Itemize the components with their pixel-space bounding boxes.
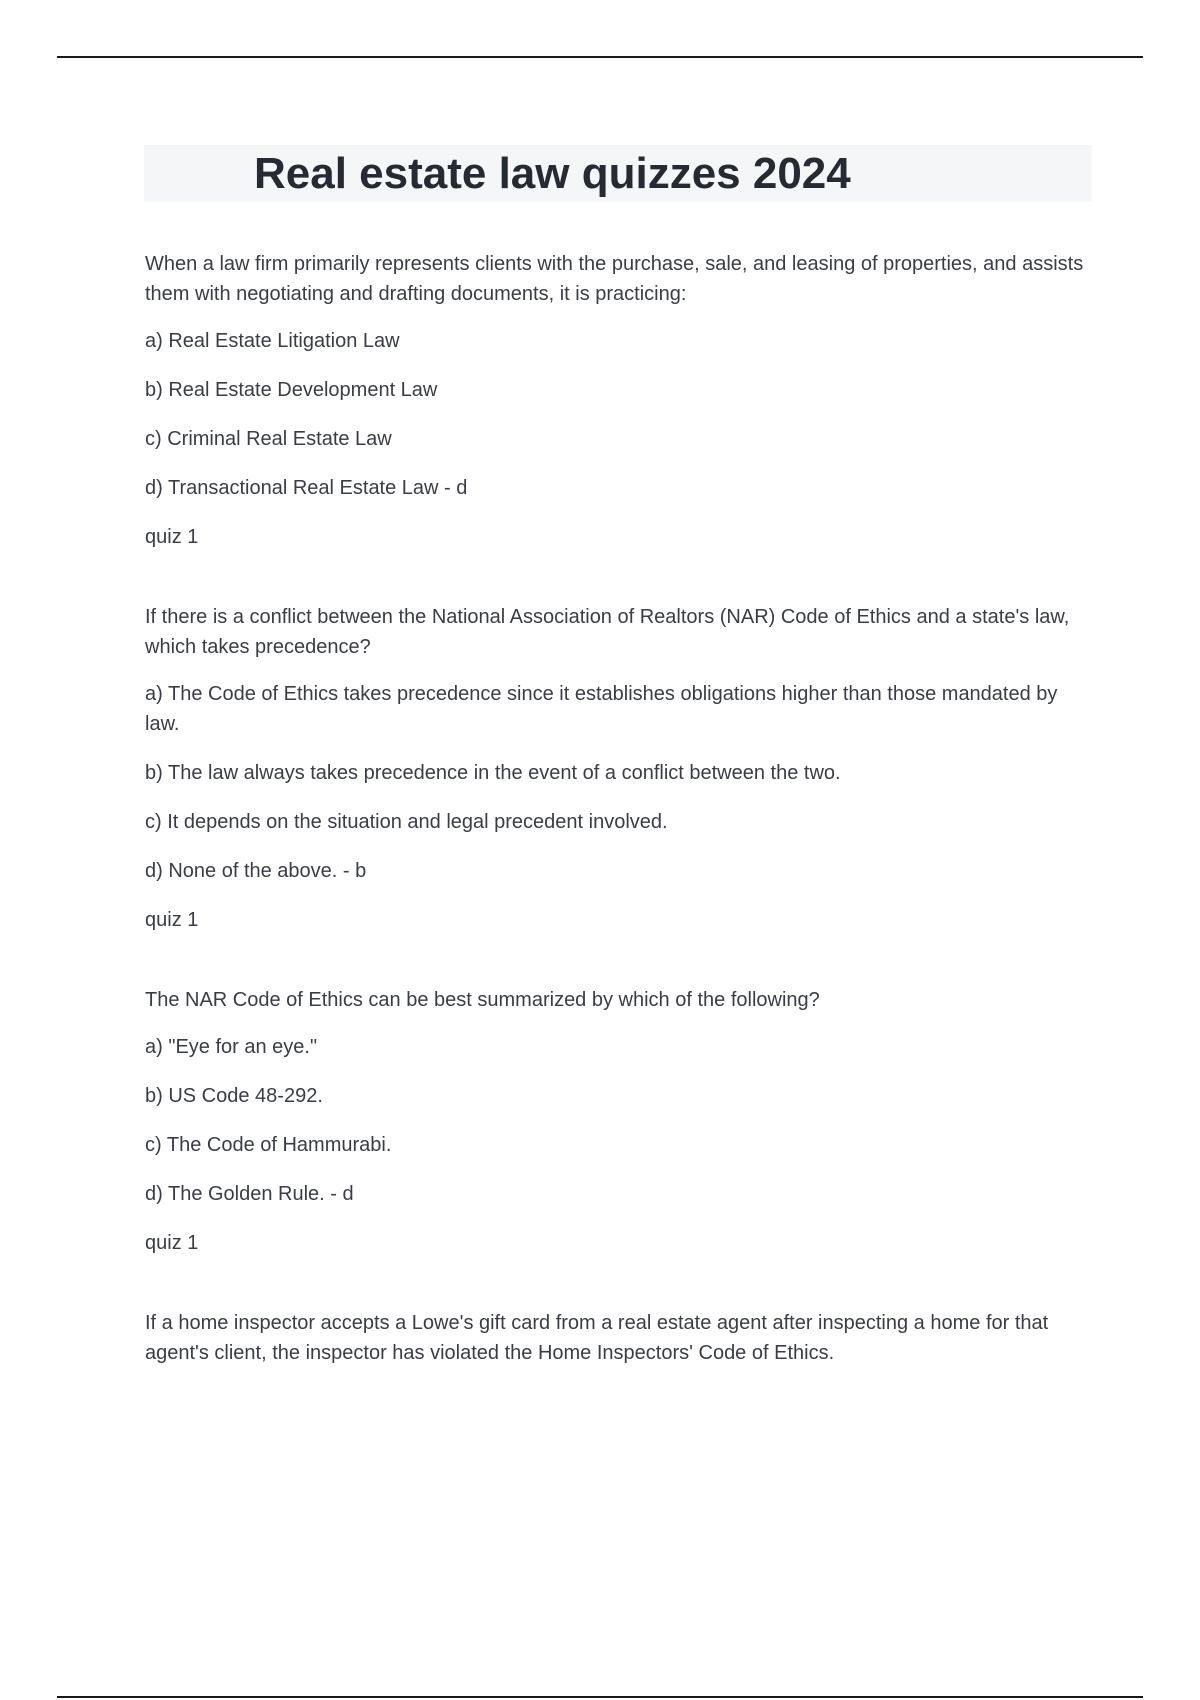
question-1 bbox=[145, 249, 1085, 552]
question-2 bbox=[145, 602, 1085, 935]
answer-option: b) US Code 48-292. bbox=[145, 1085, 323, 1107]
answer-option: a) The Code of Ethics takes precedence since it establishes obligations higher than those mandated by law. bbox=[145, 683, 1058, 735]
question-text: When a law firm primarily represents clients with the purchase, sale, and leasing of properties, and assists them with negotiating and drafting documents, it is practicing: bbox=[145, 253, 1084, 305]
page-title: Real estate law quizzes 2024 bbox=[254, 149, 851, 198]
answer-option: d) None of the above. - b bbox=[145, 860, 367, 882]
quiz-label: quiz 1 bbox=[145, 526, 199, 548]
answer-option: b) The law always takes precedence in the event of a conflict between the two. bbox=[145, 762, 841, 784]
quiz-label: quiz 1 bbox=[145, 1232, 199, 1254]
question-3 bbox=[145, 985, 1085, 1258]
answer-option: d) Transactional Real Estate Law - d bbox=[145, 477, 468, 499]
answer-option: b) Real Estate Development Law bbox=[145, 379, 438, 401]
question-4 bbox=[145, 1308, 1085, 1368]
top-rule bbox=[57, 56, 1143, 58]
answer-option: a) "Eye for an eye." bbox=[145, 1036, 318, 1058]
quiz-content bbox=[145, 249, 1085, 1416]
answer-option: c) The Code of Hammurabi. bbox=[145, 1134, 392, 1156]
question-text: If a home inspector accepts a Lowe's gift card from a real estate agent after inspecting a home for that agent's client, the inspector has violated the Home Inspectors' Code of Ethics. bbox=[145, 1312, 1049, 1364]
answer-option: c) Criminal Real Estate Law bbox=[145, 428, 392, 450]
answer-option: a) Real Estate Litigation Law bbox=[145, 330, 400, 352]
question-text: If there is a conflict between the National Association of Realtors (NAR) Code of Ethics and a state's law, which takes precedence? bbox=[145, 606, 1070, 658]
answer-option: c) It depends on the situation and legal precedent involved. bbox=[145, 811, 668, 833]
quiz-label: quiz 1 bbox=[145, 909, 199, 931]
question-text: The NAR Code of Ethics can be best summarized by which of the following? bbox=[145, 989, 820, 1011]
answer-option: d) The Golden Rule. - d bbox=[145, 1183, 354, 1205]
bottom-rule bbox=[57, 1696, 1143, 1698]
